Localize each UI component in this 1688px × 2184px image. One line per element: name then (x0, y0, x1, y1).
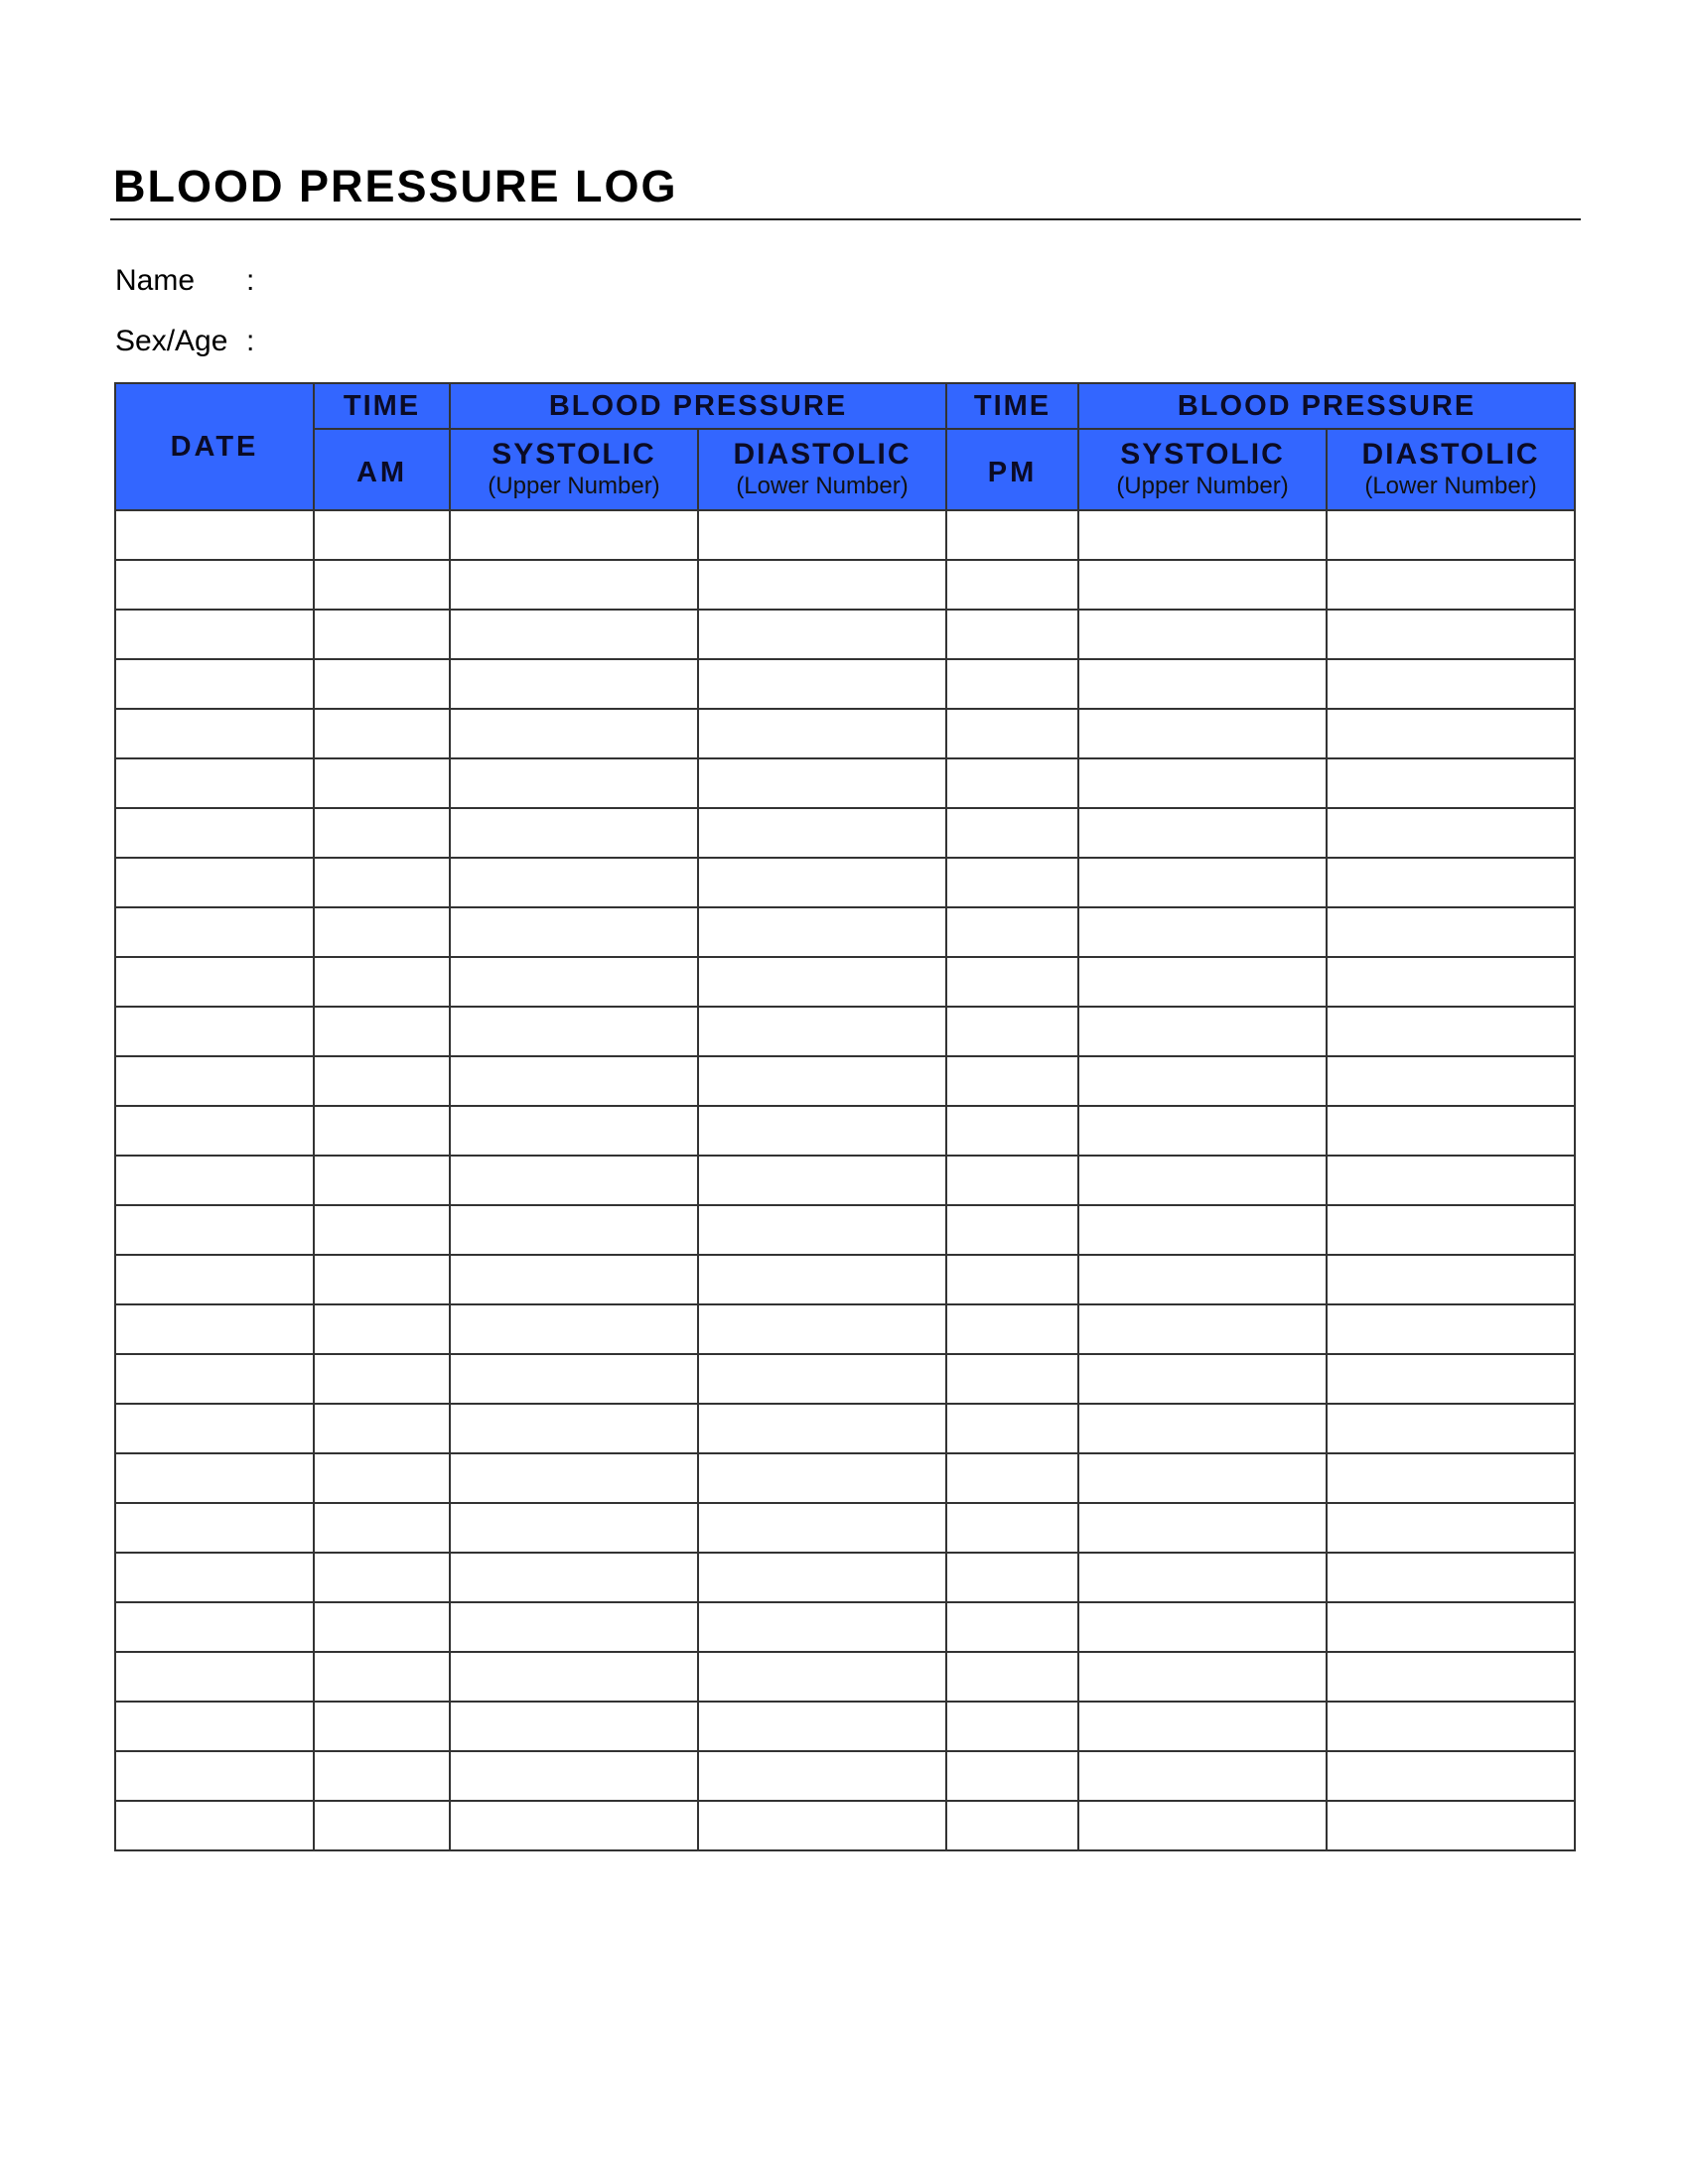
table-row (115, 1702, 1575, 1751)
cell-am-diastolic[interactable] (698, 1602, 946, 1652)
cell-am-diastolic[interactable] (698, 560, 946, 610)
cell-pm-diastolic[interactable] (1327, 758, 1575, 808)
cell-am-systolic[interactable] (450, 1453, 698, 1503)
cell-pm-diastolic[interactable] (1327, 1503, 1575, 1553)
cell-pm-time[interactable] (946, 1205, 1078, 1255)
cell-pm-systolic[interactable] (1078, 1404, 1327, 1453)
cell-am-systolic[interactable] (450, 1751, 698, 1801)
cell-am-systolic[interactable] (450, 957, 698, 1007)
cell-date[interactable] (115, 560, 314, 610)
table-row (115, 1354, 1575, 1404)
cell-am-diastolic[interactable] (698, 1652, 946, 1702)
table-row (115, 560, 1575, 610)
header-diastolic-am (698, 429, 946, 510)
cell-pm-systolic[interactable] (1078, 907, 1327, 957)
cell-date[interactable] (115, 1056, 314, 1106)
cell-am-time[interactable] (314, 1652, 450, 1702)
cell-am-diastolic[interactable] (698, 1354, 946, 1404)
cell-date[interactable] (115, 1602, 314, 1652)
cell-pm-time[interactable] (946, 808, 1078, 858)
table-row (115, 659, 1575, 709)
table-body (115, 510, 1575, 1850)
cell-date[interactable] (115, 1007, 314, 1056)
header-systolic-pm (1078, 429, 1327, 510)
cell-am-diastolic[interactable] (698, 1702, 946, 1751)
table-row (115, 758, 1575, 808)
cell-am-systolic[interactable] (450, 1801, 698, 1850)
cell-am-diastolic[interactable] (698, 1553, 946, 1602)
cell-pm-time[interactable] (946, 1652, 1078, 1702)
cell-pm-systolic[interactable] (1078, 858, 1327, 907)
cell-am-systolic[interactable] (450, 610, 698, 659)
diastolic-pm-label: DIASTOLIC (1361, 438, 1540, 471)
cell-am-time[interactable] (314, 1007, 450, 1056)
cell-pm-time[interactable] (946, 1007, 1078, 1056)
cell-pm-diastolic[interactable] (1327, 1255, 1575, 1304)
cell-am-time[interactable] (314, 1453, 450, 1503)
cell-am-systolic[interactable] (450, 709, 698, 758)
table-row (115, 957, 1575, 1007)
cell-pm-diastolic[interactable] (1327, 957, 1575, 1007)
cell-am-diastolic[interactable] (698, 1156, 946, 1205)
table-row (115, 1404, 1575, 1453)
cell-am-systolic[interactable] (450, 1354, 698, 1404)
cell-pm-diastolic[interactable] (1327, 1156, 1575, 1205)
cell-pm-systolic[interactable] (1078, 1106, 1327, 1156)
cell-am-time[interactable] (314, 1751, 450, 1801)
cell-pm-systolic[interactable] (1078, 1801, 1327, 1850)
cell-am-time[interactable] (314, 1106, 450, 1156)
table-row (115, 1106, 1575, 1156)
cell-pm-systolic[interactable] (1078, 1156, 1327, 1205)
cell-am-systolic[interactable] (450, 1304, 698, 1354)
cell-date[interactable] (115, 1702, 314, 1751)
cell-date[interactable] (115, 1801, 314, 1850)
diastolic-am-label: DIASTOLIC (733, 438, 912, 471)
cell-date[interactable] (115, 758, 314, 808)
cell-pm-time[interactable] (946, 1354, 1078, 1404)
cell-am-time[interactable] (314, 808, 450, 858)
table-row (115, 1205, 1575, 1255)
cell-am-systolic[interactable] (450, 907, 698, 957)
cell-pm-diastolic[interactable] (1327, 560, 1575, 610)
cell-pm-systolic[interactable] (1078, 709, 1327, 758)
cell-pm-time[interactable] (946, 610, 1078, 659)
cell-date[interactable] (115, 1354, 314, 1404)
table-row (115, 1602, 1575, 1652)
cell-pm-systolic[interactable] (1078, 1007, 1327, 1056)
diastolic-pm-note: (Lower Number) (1364, 473, 1537, 499)
cell-am-systolic[interactable] (450, 1602, 698, 1652)
table-row (115, 1801, 1575, 1850)
cell-date[interactable] (115, 1652, 314, 1702)
cell-pm-diastolic[interactable] (1327, 1056, 1575, 1106)
table-row (115, 1751, 1575, 1801)
cell-am-systolic[interactable] (450, 1106, 698, 1156)
cell-am-diastolic[interactable] (698, 1453, 946, 1503)
cell-pm-time[interactable] (946, 709, 1078, 758)
table-row (115, 510, 1575, 560)
cell-am-systolic[interactable] (450, 1007, 698, 1056)
diastolic-am-note: (Lower Number) (736, 473, 909, 499)
cell-pm-systolic[interactable] (1078, 957, 1327, 1007)
cell-am-systolic[interactable] (450, 510, 698, 560)
cell-am-diastolic[interactable] (698, 1106, 946, 1156)
blood-pressure-table (114, 382, 1576, 1851)
cell-pm-systolic[interactable] (1078, 1056, 1327, 1106)
cell-date[interactable] (115, 659, 314, 709)
cell-pm-systolic[interactable] (1078, 560, 1327, 610)
cell-pm-time[interactable] (946, 1553, 1078, 1602)
cell-pm-time[interactable] (946, 858, 1078, 907)
cell-am-time[interactable] (314, 858, 450, 907)
header-time-am: TIME (314, 383, 450, 429)
cell-am-systolic[interactable] (450, 758, 698, 808)
cell-pm-systolic[interactable] (1078, 1453, 1327, 1503)
cell-pm-diastolic[interactable] (1327, 510, 1575, 560)
systolic-pm-label: SYSTOLIC (1120, 438, 1285, 471)
cell-am-systolic[interactable] (450, 1503, 698, 1553)
header-pm: PM (946, 429, 1078, 510)
cell-am-diastolic[interactable] (698, 709, 946, 758)
table-row (115, 1056, 1575, 1106)
table-row (115, 1503, 1575, 1553)
cell-date[interactable] (115, 957, 314, 1007)
cell-pm-time[interactable] (946, 1503, 1078, 1553)
cell-date[interactable] (115, 1553, 314, 1602)
cell-pm-systolic[interactable] (1078, 1652, 1327, 1702)
cell-am-systolic[interactable] (450, 1156, 698, 1205)
cell-am-systolic[interactable] (450, 560, 698, 610)
cell-pm-diastolic[interactable] (1327, 1702, 1575, 1751)
cell-am-diastolic[interactable] (698, 1503, 946, 1553)
cell-am-systolic[interactable] (450, 1652, 698, 1702)
cell-pm-time[interactable] (946, 1056, 1078, 1106)
cell-pm-time[interactable] (946, 1702, 1078, 1751)
cell-am-time[interactable] (314, 1404, 450, 1453)
cell-am-time[interactable] (314, 1156, 450, 1205)
sex-age-separator: : (246, 325, 255, 357)
cell-pm-diastolic[interactable] (1327, 659, 1575, 709)
cell-pm-diastolic[interactable] (1327, 1106, 1575, 1156)
sex-age-field (115, 325, 254, 358)
cell-pm-systolic[interactable] (1078, 1751, 1327, 1801)
cell-date[interactable] (115, 1156, 314, 1205)
cell-am-time[interactable] (314, 957, 450, 1007)
name-field (115, 264, 254, 298)
cell-am-time[interactable] (314, 1205, 450, 1255)
cell-am-diastolic[interactable] (698, 659, 946, 709)
header-systolic-am (450, 429, 698, 510)
cell-am-time[interactable] (314, 907, 450, 957)
cell-am-diastolic[interactable] (698, 1304, 946, 1354)
cell-am-diastolic[interactable] (698, 610, 946, 659)
cell-pm-time[interactable] (946, 1801, 1078, 1850)
cell-pm-time[interactable] (946, 1106, 1078, 1156)
cell-pm-time[interactable] (946, 659, 1078, 709)
table-row (115, 1304, 1575, 1354)
cell-am-diastolic[interactable] (698, 758, 946, 808)
cell-pm-systolic[interactable] (1078, 1255, 1327, 1304)
cell-pm-time[interactable] (946, 1304, 1078, 1354)
cell-am-diastolic[interactable] (698, 957, 946, 1007)
cell-am-time[interactable] (314, 1702, 450, 1751)
header-time-pm: TIME (946, 383, 1078, 429)
header-date: DATE (115, 383, 314, 510)
cell-pm-time[interactable] (946, 510, 1078, 560)
cell-pm-systolic[interactable] (1078, 808, 1327, 858)
cell-am-diastolic[interactable] (698, 1056, 946, 1106)
cell-am-time[interactable] (314, 709, 450, 758)
cell-pm-diastolic[interactable] (1327, 808, 1575, 858)
header-blood-pressure-am: BLOOD PRESSURE (450, 383, 946, 429)
cell-am-systolic[interactable] (450, 858, 698, 907)
cell-date[interactable] (115, 858, 314, 907)
cell-am-diastolic[interactable] (698, 1404, 946, 1453)
cell-am-systolic[interactable] (450, 1553, 698, 1602)
cell-pm-time[interactable] (946, 957, 1078, 1007)
cell-date[interactable] (115, 1304, 314, 1354)
cell-am-time[interactable] (314, 1602, 450, 1652)
header-am: AM (314, 429, 450, 510)
cell-am-time[interactable] (314, 560, 450, 610)
cell-pm-systolic[interactable] (1078, 1553, 1327, 1602)
cell-pm-diastolic[interactable] (1327, 1304, 1575, 1354)
cell-pm-diastolic[interactable] (1327, 1354, 1575, 1404)
table-row (115, 808, 1575, 858)
systolic-pm-note: (Upper Number) (1116, 473, 1289, 499)
cell-date[interactable] (115, 1106, 314, 1156)
cell-am-systolic[interactable] (450, 1702, 698, 1751)
cell-date[interactable] (115, 510, 314, 560)
cell-am-systolic[interactable] (450, 1205, 698, 1255)
header-diastolic-pm (1327, 429, 1575, 510)
cell-am-time[interactable] (314, 1354, 450, 1404)
cell-am-time[interactable] (314, 510, 450, 560)
cell-pm-diastolic[interactable] (1327, 1801, 1575, 1850)
cell-am-time[interactable] (314, 1553, 450, 1602)
cell-date[interactable] (115, 1453, 314, 1503)
cell-pm-diastolic[interactable] (1327, 1652, 1575, 1702)
cell-date[interactable] (115, 1503, 314, 1553)
table-row (115, 1255, 1575, 1304)
cell-pm-systolic[interactable] (1078, 1702, 1327, 1751)
cell-am-diastolic[interactable] (698, 808, 946, 858)
cell-pm-systolic[interactable] (1078, 1354, 1327, 1404)
cell-am-diastolic[interactable] (698, 1007, 946, 1056)
cell-pm-systolic[interactable] (1078, 1503, 1327, 1553)
cell-pm-systolic[interactable] (1078, 659, 1327, 709)
cell-pm-diastolic[interactable] (1327, 709, 1575, 758)
table-row (115, 907, 1575, 957)
cell-pm-time[interactable] (946, 1602, 1078, 1652)
cell-am-systolic[interactable] (450, 1056, 698, 1106)
cell-pm-diastolic[interactable] (1327, 610, 1575, 659)
cell-pm-diastolic[interactable] (1327, 1751, 1575, 1801)
cell-date[interactable] (115, 907, 314, 957)
cell-pm-systolic[interactable] (1078, 1205, 1327, 1255)
cell-pm-systolic[interactable] (1078, 610, 1327, 659)
table-row (115, 858, 1575, 907)
name-separator: : (246, 264, 255, 297)
cell-date[interactable] (115, 1255, 314, 1304)
cell-pm-diastolic[interactable] (1327, 1602, 1575, 1652)
systolic-am-note: (Upper Number) (488, 473, 660, 499)
systolic-am-label: SYSTOLIC (492, 438, 656, 471)
name-label: Name (115, 264, 196, 297)
cell-pm-time[interactable] (946, 1453, 1078, 1503)
table-row (115, 1652, 1575, 1702)
cell-pm-time[interactable] (946, 1156, 1078, 1205)
cell-am-diastolic[interactable] (698, 1255, 946, 1304)
cell-date[interactable] (115, 808, 314, 858)
cell-am-diastolic[interactable] (698, 1751, 946, 1801)
cell-am-time[interactable] (314, 1801, 450, 1850)
header-blood-pressure-pm: BLOOD PRESSURE (1078, 383, 1575, 429)
cell-am-systolic[interactable] (450, 659, 698, 709)
cell-pm-time[interactable] (946, 1255, 1078, 1304)
cell-am-diastolic[interactable] (698, 907, 946, 957)
cell-am-time[interactable] (314, 659, 450, 709)
cell-pm-diastolic[interactable] (1327, 858, 1575, 907)
table-row (115, 1553, 1575, 1602)
cell-am-time[interactable] (314, 1255, 450, 1304)
table-row (115, 1007, 1575, 1056)
table-row (115, 709, 1575, 758)
cell-date[interactable] (115, 1205, 314, 1255)
cell-pm-diastolic[interactable] (1327, 1453, 1575, 1503)
cell-pm-systolic[interactable] (1078, 510, 1327, 560)
cell-date[interactable] (115, 1751, 314, 1801)
cell-am-time[interactable] (314, 1304, 450, 1354)
cell-am-time[interactable] (314, 758, 450, 808)
cell-am-diastolic[interactable] (698, 510, 946, 560)
table-row (115, 610, 1575, 659)
cell-date[interactable] (115, 1404, 314, 1453)
cell-pm-systolic[interactable] (1078, 1602, 1327, 1652)
cell-pm-diastolic[interactable] (1327, 1553, 1575, 1602)
table-row (115, 1453, 1575, 1503)
cell-am-time[interactable] (314, 1503, 450, 1553)
sex-age-label: Sex/Age (115, 325, 228, 357)
cell-date[interactable] (115, 709, 314, 758)
cell-pm-diastolic[interactable] (1327, 907, 1575, 957)
cell-pm-time[interactable] (946, 758, 1078, 808)
cell-am-diastolic[interactable] (698, 1801, 946, 1850)
cell-pm-time[interactable] (946, 560, 1078, 610)
cell-am-systolic[interactable] (450, 1404, 698, 1453)
cell-pm-diastolic[interactable] (1327, 1007, 1575, 1056)
cell-am-systolic[interactable] (450, 808, 698, 858)
cell-pm-systolic[interactable] (1078, 758, 1327, 808)
cell-pm-diastolic[interactable] (1327, 1205, 1575, 1255)
cell-am-time[interactable] (314, 610, 450, 659)
cell-pm-time[interactable] (946, 1404, 1078, 1453)
cell-pm-diastolic[interactable] (1327, 1404, 1575, 1453)
page-title: BLOOD PRESSURE LOG (113, 161, 678, 211)
cell-pm-time[interactable] (946, 907, 1078, 957)
cell-am-time[interactable] (314, 1056, 450, 1106)
cell-pm-systolic[interactable] (1078, 1304, 1327, 1354)
cell-am-systolic[interactable] (450, 1255, 698, 1304)
cell-pm-time[interactable] (946, 1751, 1078, 1801)
cell-date[interactable] (115, 610, 314, 659)
cell-am-diastolic[interactable] (698, 858, 946, 907)
title-divider (110, 218, 1581, 220)
table-row (115, 1156, 1575, 1205)
cell-am-diastolic[interactable] (698, 1205, 946, 1255)
